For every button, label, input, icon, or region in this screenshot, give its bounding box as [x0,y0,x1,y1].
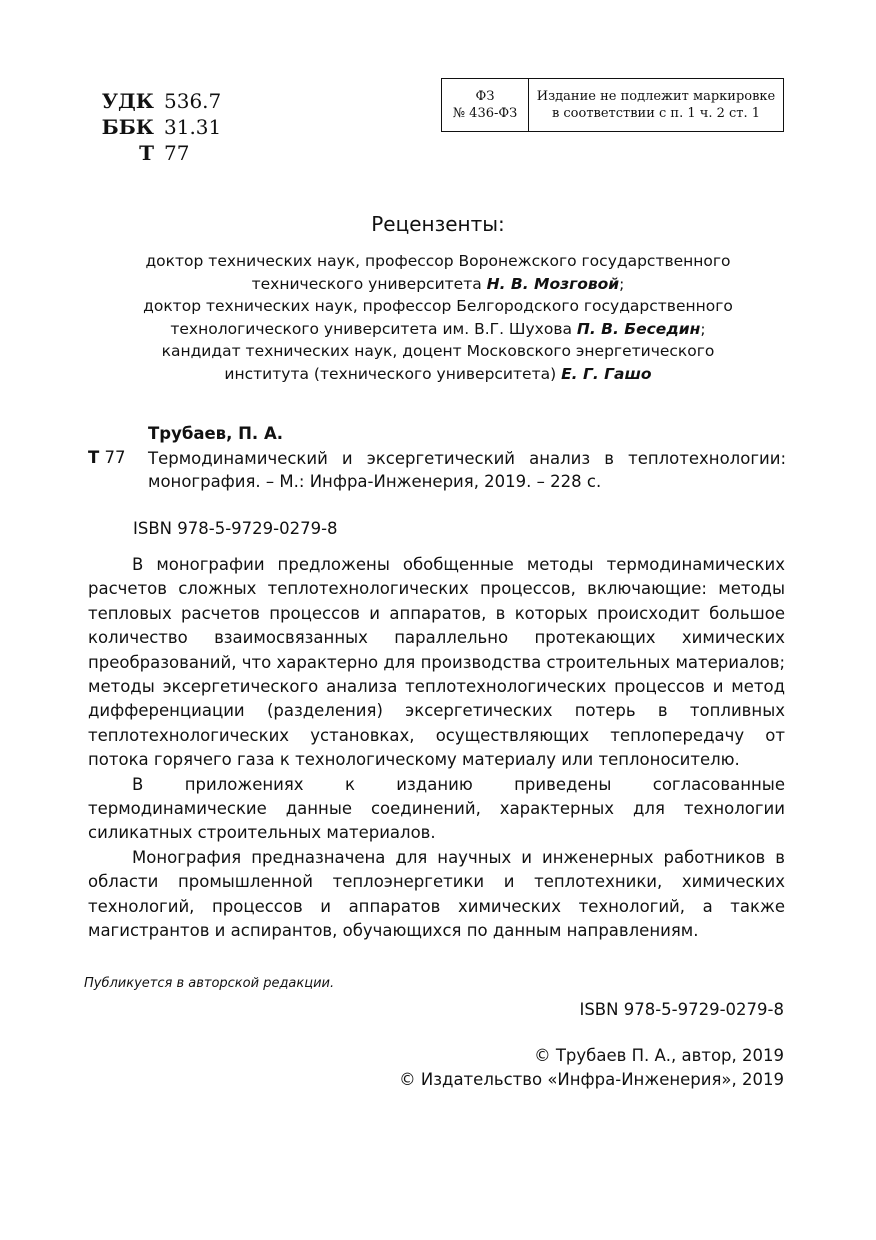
reviewer-3-name: Е. Г. Гашо [561,364,652,383]
law-reference [442,79,529,131]
reviewer-2-line-1: доктор технических наук, профессор Белгородского государственного [143,297,733,315]
copyright-block [399,1044,784,1092]
udk-value: 536.7 [164,89,222,113]
book-description: Термодинамический и эксергетический анализ в теплотехнологии: монография. – М.: Инфра-Инженерия, 2019. – 228 с. [148,449,786,491]
reviewer-3-affiliation: института (технического университета) [224,364,562,383]
abstract-paragraph-1: В монографии предложены обобщенные методы термодинамических расчетов сложных теплотехнологических процессов, включающие: методы тепловых расчетов процессов и аппаратов, в которых происходит большое количество взаимосвязанных параллельно протекающих химических преобразований, что характерно для производства строительных материалов; методы эксергетического анализа теплотехнологических процессов и метод дифференциации (разделения) эксергетических потерь в топливных теплотехнологических установках, осуществляющих теплопередачу от потока горячего газа к технологическому материалу или теплоносителю. [88,555,785,770]
notice-line-1: Издание не подлежит маркировке [536,89,776,104]
reviewer-1-end: ; [619,274,625,293]
udk-label: УДК [101,89,154,113]
isbn-top: ISBN 978-5-9729-0279-8 [133,519,338,538]
bbk-row [100,114,221,140]
abstract-paragraph-3: Монография предназначена для научных и инженерных работников в области промышленной теплоэнергетики и теплотехники, химических технологий, процессов и аппаратов химических технологий, а также магистрантов и аспирантов, обучающихся по данным направлениям. [88,847,785,941]
cipher-value: 77 [164,141,190,165]
reviewer-2-end: ; [700,319,706,338]
labeling-notice [529,79,783,131]
author-cipher [88,448,126,467]
udk-row [100,88,221,114]
notice-line-2: в соответствии с п. 1 ч. 2 ст. 1 [551,106,761,121]
law-line-1: ФЗ [475,89,495,104]
book-author: Трубаев, П. А. [148,424,283,443]
reviewer-3-line-2 [90,363,786,386]
reviewer-1-affiliation: технического университета [251,274,487,293]
abstract-paragraph-2: В приложениях к изданию приведены согласованные термодинамические данные соединений, характерных для технологии силикатных строительных материалов. [88,774,785,843]
edition-note: Публикуется в авторской редакции. [84,976,335,991]
cipher-number: 77 [99,448,126,467]
reviewer-1-name: Н. В. Мозговой [486,274,620,293]
age-label-box [441,78,784,132]
bbk-label: ББК [101,115,154,139]
reviewer-2-line-2 [90,318,786,341]
cipher-row [100,140,221,166]
copyright-author: © Трубаев П. А., автор, 2019 [534,1046,784,1065]
isbn-bottom: ISBN 978-5-9729-0279-8 [579,1000,784,1019]
bbk-value: 31.31 [164,115,222,139]
reviewers-title: Рецензенты: [371,212,505,236]
reviewer-2-affiliation: технологического университета им. В.Г. Шухова [170,319,577,338]
abstract [88,553,785,944]
reviewer-1-line-1: доктор технических наук, профессор Воронежского государственного [145,252,731,270]
reviewer-1-line-2 [90,273,786,296]
copyright-publisher: © Издательство «Инфра-Инженерия», 2019 [399,1070,784,1089]
law-line-2: № 436-ФЗ [452,106,518,121]
reviewers-list [90,250,786,385]
reviewer-3-line-1: кандидат технических наук, доцент Московского энергетического [161,342,715,360]
classification-block [100,88,221,166]
cipher-letter: Т [88,448,100,467]
reviewer-2-name: П. В. Беседин [576,319,701,338]
cipher-label: Т [139,141,154,165]
